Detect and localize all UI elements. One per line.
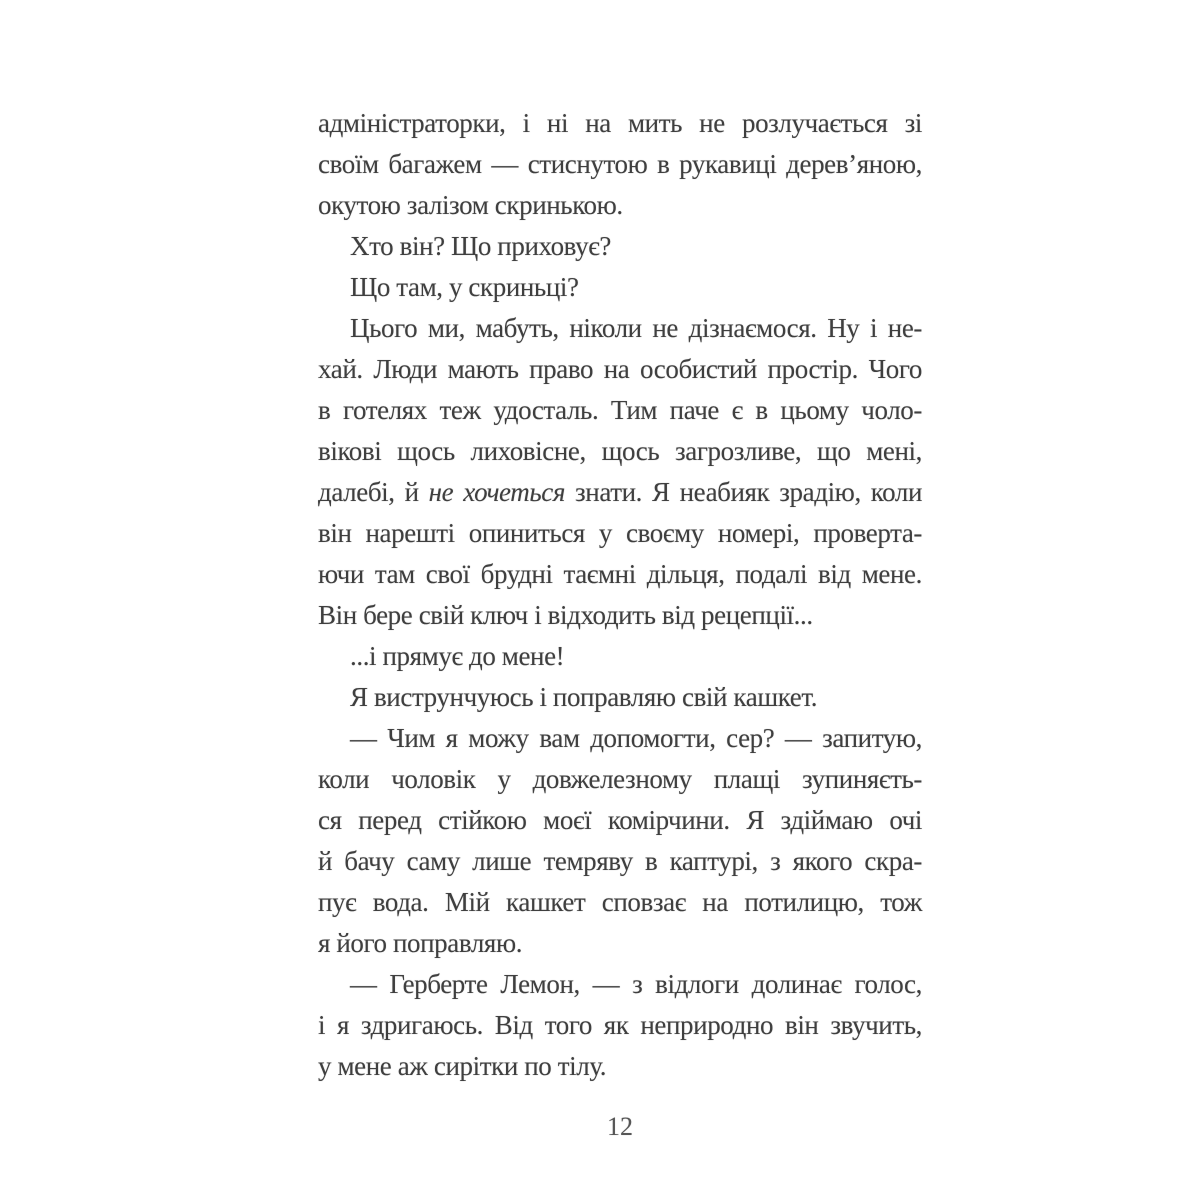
- text-line: ючи там свої брудні таємні дільця, подалі від мене.: [318, 559, 922, 589]
- text-line: пує вода. Мій кашкет сповзає на потилицю, тож: [318, 887, 922, 917]
- text-line: в готелях теж удосталь. Тим паче є в цьому чоло-: [318, 395, 922, 425]
- text-line: Він бере свій ключ і відходить від рецепції...: [318, 600, 813, 630]
- text-line: своїм багажем — стиснутою в рукавиці дерев’яною,: [318, 149, 922, 179]
- text-line: Я виструнчуюсь і поправляю свій кашкет.: [350, 682, 818, 712]
- text-line: й бачу саму лише темряву в каптурі, з якого скра-: [318, 846, 922, 876]
- text-line: хай. Люди мають право на особистий простір. Чого: [318, 354, 922, 384]
- text-line: Що там, у скриньці?: [350, 272, 579, 302]
- italic-text-segment: не хочеться: [428, 477, 565, 507]
- text-line: Хто він? Що приховує?: [350, 231, 611, 261]
- text-line: — Герберте Лемон, — з відлоги долинає голос,: [350, 969, 922, 999]
- text-line: адміністраторки, і ні на мить не розлучається зі: [318, 108, 922, 138]
- page-text: [318, 103, 922, 1087]
- page-number: 12: [607, 1112, 633, 1141]
- text-line: я його поправляю.: [318, 928, 523, 958]
- text-segment: далебі, й: [318, 477, 429, 507]
- text-line: ...і прямує до мене!: [350, 641, 565, 671]
- text-line: Цього ми, мабуть, ніколи не дізнаємося. Ну і не-: [350, 313, 922, 343]
- text-line-with-italic: [318, 472, 922, 513]
- text-line: і я здригаюсь. Від того як неприродно він звучить,: [318, 1010, 922, 1040]
- text-line: вікові щось лиховісне, щось загрозливе, що мені,: [318, 436, 922, 466]
- text-line: коли чоловік у довжелезному плащі зупиняєть-: [318, 764, 922, 794]
- text-line: ся перед стійкою моєї комірчини. Я здіймаю очі: [318, 805, 922, 835]
- text-line: у мене аж сирітки по тілу.: [318, 1051, 607, 1081]
- text-line: він нарешті опиниться у своєму номері, проверта-: [318, 518, 922, 548]
- text-line: — Чим я можу вам допомогти, сер? — запитую,: [350, 723, 922, 753]
- text-line: окутою залізом скринькою.: [318, 190, 623, 220]
- text-segment: знати. Я неабияк зрадію, коли: [565, 477, 923, 507]
